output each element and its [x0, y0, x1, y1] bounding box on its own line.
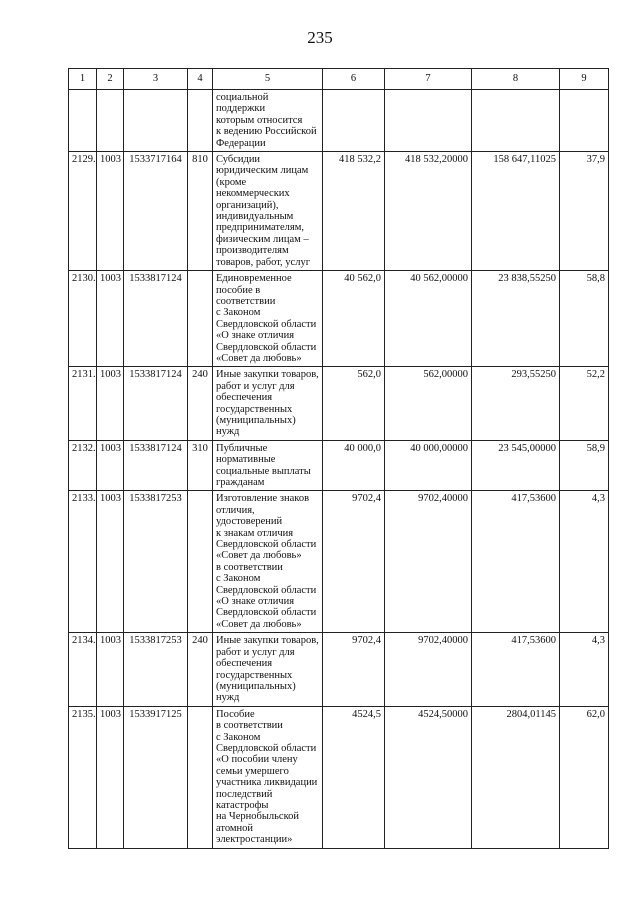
expense-type-code — [188, 271, 213, 367]
item-name — [213, 706, 323, 848]
section-code: 1003 — [97, 633, 124, 706]
item-name-line: с Законом — [216, 573, 261, 585]
table-header-row — [69, 69, 609, 90]
target-article-code: 1533817253 — [124, 633, 188, 706]
item-name-line: «Совет да любовь» — [216, 618, 302, 630]
item-name-line: в соответствии — [216, 561, 283, 573]
item-name-line: обеспечения — [216, 658, 273, 670]
value-col-7: 40 562,00000 — [385, 271, 472, 367]
value-col-7: 4524,50000 — [385, 706, 472, 848]
value-col-6: 40 562,0 — [323, 271, 385, 367]
value-col-9: 37,9 — [560, 152, 609, 271]
table-row — [69, 152, 609, 271]
item-name-line: Изготовление знаков — [216, 493, 310, 505]
value-col-9: 58,9 — [560, 440, 609, 491]
item-name-line: производителям — [216, 245, 289, 257]
item-name-line: Свердловской области — [216, 584, 317, 596]
item-name-line: социальной поддержки — [216, 92, 269, 115]
row-number: 2133. — [69, 491, 97, 633]
section-code: 1003 — [97, 367, 124, 440]
target-article-code: 1533817124 — [124, 440, 188, 491]
item-name-line: участника ликвидации — [216, 777, 318, 789]
value-col-6: 4524,5 — [323, 706, 385, 848]
item-name-line: работ и услуг для — [216, 646, 295, 658]
row-number: 2134. — [69, 633, 97, 706]
item-name-line: последствий — [216, 788, 273, 800]
value-col-8: 158 647,11025 — [472, 152, 560, 271]
budget-table — [68, 68, 609, 849]
target-article-code: 1533817253 — [124, 491, 188, 633]
value-col-7: 9702,40000 — [385, 491, 472, 633]
value-col-7: 562,00000 — [385, 367, 472, 440]
item-name-line: на Чернобыльской — [216, 811, 300, 823]
item-name-line: Свердловской области — [216, 318, 317, 330]
item-name — [213, 440, 323, 491]
target-article-code — [124, 90, 188, 152]
column-header: 5 — [213, 69, 323, 90]
value-col-6: 562,0 — [323, 367, 385, 440]
value-col-7: 40 000,00000 — [385, 440, 472, 491]
value-col-9: 52,2 — [560, 367, 609, 440]
item-name — [213, 271, 323, 367]
table-row — [69, 491, 609, 633]
item-name-line: индивидуальным — [216, 211, 294, 223]
item-name-line: Иные закупки товаров, — [216, 635, 319, 647]
section-code: 1003 — [97, 440, 124, 491]
item-name-line: Единовременное — [216, 273, 292, 285]
value-col-7: 418 532,20000 — [385, 152, 472, 271]
item-name-line: Субсидии — [216, 154, 261, 166]
item-name-line: «Совет да любовь» — [216, 550, 302, 562]
item-name-line: «О знаке отличия — [216, 596, 295, 608]
value-col-8: 417,53600 — [472, 491, 560, 633]
item-name-line: (муниципальных) нужд — [216, 680, 296, 704]
item-name — [213, 152, 323, 271]
expense-type-code — [188, 706, 213, 848]
value-col-8 — [472, 90, 560, 152]
section-code — [97, 90, 124, 152]
item-name-line: к ведению Российской — [216, 126, 317, 138]
item-name-line: Свердловской области — [216, 607, 317, 619]
value-col-8: 417,53600 — [472, 633, 560, 706]
value-col-8: 23 545,00000 — [472, 440, 560, 491]
section-code: 1003 — [97, 491, 124, 633]
value-col-6: 9702,4 — [323, 491, 385, 633]
item-name-line: Иные закупки товаров, — [216, 369, 319, 381]
item-name-line: катастрофы — [216, 799, 269, 811]
item-name-line: (муниципальных) нужд — [216, 414, 296, 438]
item-name-line: государственных — [216, 403, 293, 415]
item-name-line: пособие в соответствии — [216, 284, 276, 307]
row-number: 2130. — [69, 271, 97, 367]
table-body — [69, 90, 609, 849]
section-code: 1003 — [97, 152, 124, 271]
item-name-line: некоммерческих — [216, 188, 290, 200]
table-row — [69, 271, 609, 367]
item-name-line: «О знаке отличия — [216, 330, 295, 342]
column-header: 1 — [69, 69, 97, 90]
expense-type-code: 310 — [188, 440, 213, 491]
column-header: 8 — [472, 69, 560, 90]
item-name — [213, 633, 323, 706]
table-row — [69, 367, 609, 440]
item-name-line: с Законом — [216, 731, 261, 743]
value-col-8: 293,55250 — [472, 367, 560, 440]
item-name-line: организаций), — [216, 199, 279, 211]
item-name-line: Публичные — [216, 442, 268, 454]
expense-type-code — [188, 491, 213, 633]
item-name-line: товаров, работ, услуг — [216, 256, 311, 268]
expense-type-code: 240 — [188, 367, 213, 440]
value-col-6 — [323, 90, 385, 152]
section-code: 1003 — [97, 271, 124, 367]
column-header: 3 — [124, 69, 188, 90]
value-col-8: 23 838,55250 — [472, 271, 560, 367]
item-name-line: социальные выплаты — [216, 465, 311, 477]
item-name-line: атомной — [216, 822, 254, 834]
value-col-9: 62,0 — [560, 706, 609, 848]
value-col-6: 9702,4 — [323, 633, 385, 706]
target-article-code: 1533817124 — [124, 271, 188, 367]
value-col-6: 40 000,0 — [323, 440, 385, 491]
target-article-code: 1533817124 — [124, 367, 188, 440]
target-article-code: 1533717164 — [124, 152, 188, 271]
row-number: 2129. — [69, 152, 97, 271]
value-col-7 — [385, 90, 472, 152]
table-row — [69, 90, 609, 152]
column-header: 4 — [188, 69, 213, 90]
item-name-line: в соответствии — [216, 720, 283, 732]
item-name-line: которым относится — [216, 114, 303, 126]
row-number: 2131. — [69, 367, 97, 440]
value-col-7: 9702,40000 — [385, 633, 472, 706]
item-name-line: юридическим лицам — [216, 165, 309, 177]
item-name-line: «Совет да любовь» — [216, 352, 302, 364]
expense-type-code — [188, 90, 213, 152]
value-col-9 — [560, 90, 609, 152]
item-name — [213, 491, 323, 633]
table-row — [69, 706, 609, 848]
column-header: 7 — [385, 69, 472, 90]
item-name-line: Свердловской области — [216, 539, 317, 551]
item-name-line: семьи умершего — [216, 765, 289, 777]
item-name-line: физическим лицам – — [216, 233, 309, 245]
item-name-line: электростанции» — [216, 834, 293, 846]
column-header: 6 — [323, 69, 385, 90]
item-name-line: предпринимателям, — [216, 222, 305, 234]
value-col-9: 4,3 — [560, 633, 609, 706]
item-name — [213, 90, 323, 152]
item-name-line: гражданам — [216, 477, 265, 488]
item-name-line: удостоверений — [216, 516, 283, 528]
value-col-6: 418 532,2 — [323, 152, 385, 271]
expense-type-code: 810 — [188, 152, 213, 271]
expense-type-code: 240 — [188, 633, 213, 706]
column-header: 2 — [97, 69, 124, 90]
column-header: 9 — [560, 69, 609, 90]
table-row — [69, 440, 609, 491]
item-name-line: государственных — [216, 669, 293, 681]
item-name-line: нормативные — [216, 454, 276, 466]
item-name-line: «О пособии члену — [216, 754, 298, 766]
row-number: 2132. — [69, 440, 97, 491]
table-row — [69, 633, 609, 706]
value-col-8: 2804,01145 — [472, 706, 560, 848]
item-name-line: с Законом — [216, 307, 261, 319]
item-name-line: Федерации — [216, 137, 266, 149]
value-col-9: 4,3 — [560, 491, 609, 633]
row-number: 2135. — [69, 706, 97, 848]
item-name-line: к знакам отличия — [216, 527, 294, 539]
value-col-9: 58,8 — [560, 271, 609, 367]
item-name-line: обеспечения — [216, 392, 273, 404]
row-number — [69, 90, 97, 152]
item-name-line: отличия, — [216, 504, 255, 516]
item-name-line: работ и услуг для — [216, 380, 295, 392]
item-name — [213, 367, 323, 440]
item-name-line: Свердловской области — [216, 742, 317, 754]
section-code: 1003 — [97, 706, 124, 848]
page-number: 235 — [307, 28, 333, 47]
item-name-line: (кроме — [216, 176, 247, 188]
item-name-line: Свердловской области — [216, 341, 317, 353]
target-article-code: 1533917125 — [124, 706, 188, 848]
item-name-line: Пособие — [216, 708, 255, 720]
